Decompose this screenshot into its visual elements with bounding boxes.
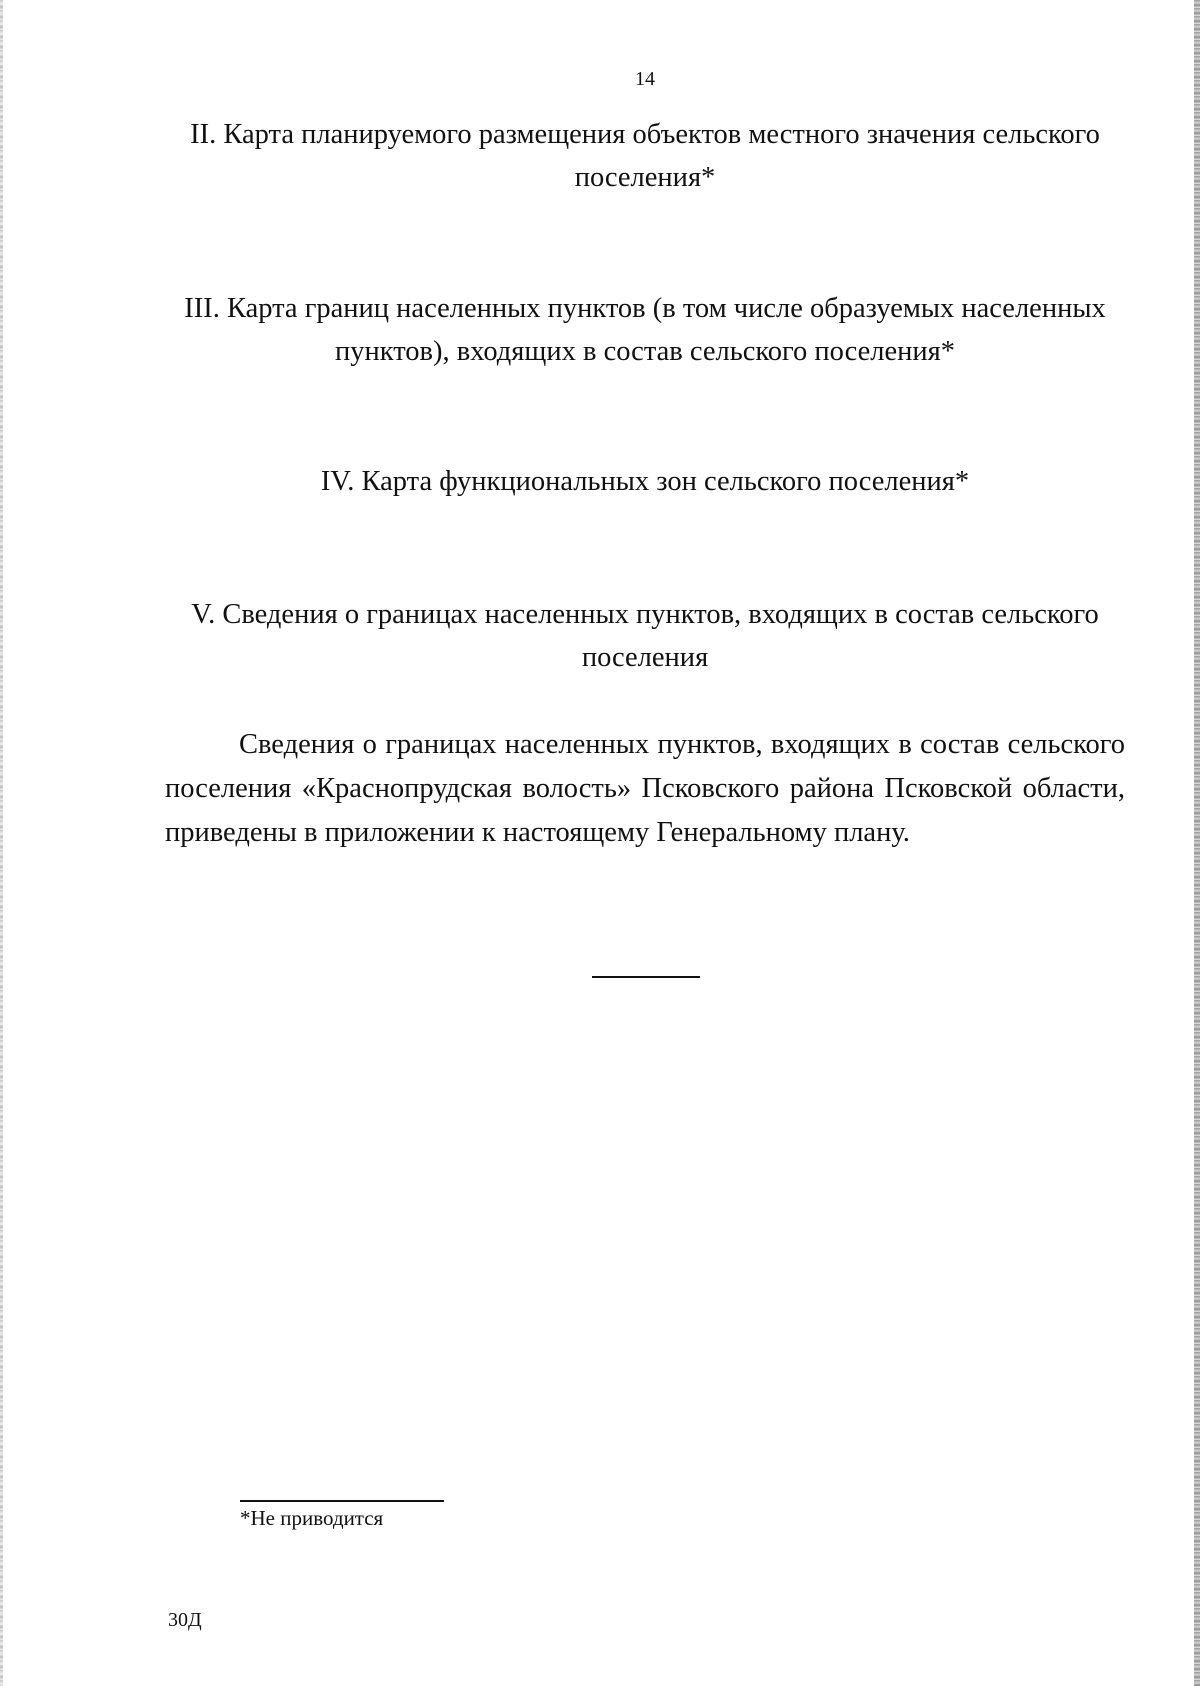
section-heading-2: II. Карта планируемого размещения объектов местного значения сельского поселения* bbox=[190, 119, 1100, 193]
section-heading-4: IV. Карта функциональных зон сельского поселения* bbox=[320, 466, 970, 497]
end-of-text-rule bbox=[592, 976, 700, 978]
document-code: 30Д bbox=[168, 1609, 202, 1631]
body-paragraph: Сведения о границах населенных пунктов, входящих в состав сельского поселения «Краснопрудская волость» Псковского района Псковской области, приведены в приложении к настоящему Генеральному плану. bbox=[165, 729, 1125, 848]
section-heading-3: III. Карта границ населенных пунктов (в том числе образуемых населенных пунктов), входящих в состав сельского поселения* bbox=[184, 293, 1106, 367]
scan-edge-left bbox=[0, 0, 3, 1686]
footnote-separator bbox=[240, 1500, 444, 1502]
page-number: 14 bbox=[635, 68, 655, 90]
footnote: *Не приводится bbox=[240, 1506, 384, 1530]
scan-edge-right bbox=[1194, 0, 1200, 1686]
section-heading-5: V. Сведения о границах населенных пунктов, входящих в состав сельского поселения bbox=[191, 599, 1099, 673]
